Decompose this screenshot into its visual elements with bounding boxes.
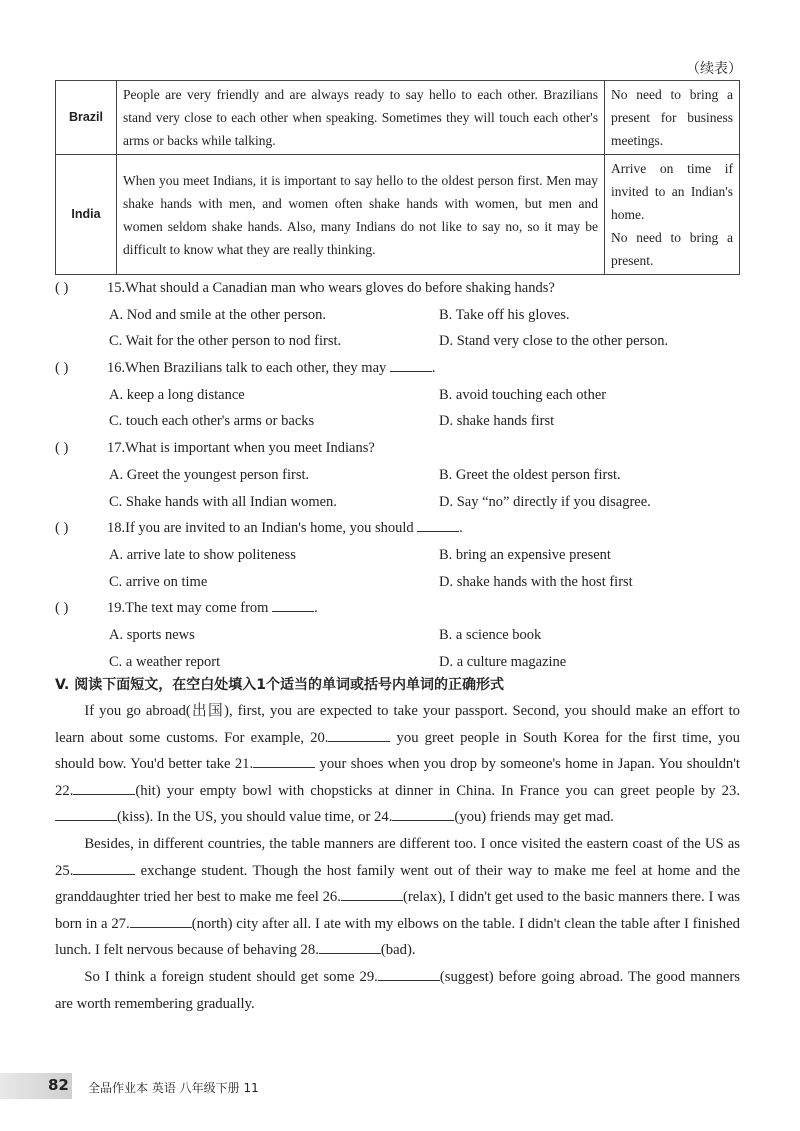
passage-text: If you go abroad(出国), first, you are expected to take your passport. Second, you should make an effort to learn about some customs. For example, 20. [55, 703, 740, 746]
question-text: What is important when you meet Indians? [125, 440, 375, 457]
fill-blank-21[interactable] [253, 751, 315, 768]
options-row [55, 489, 745, 516]
answer-bracket[interactable]: ( ) [55, 360, 69, 377]
tip-text: No need to bring a present for business meetings. [611, 87, 733, 148]
tips-cell [605, 155, 740, 275]
continuation-label: （续表） [686, 62, 742, 77]
passage-paragraph [55, 964, 740, 1017]
options-row [55, 382, 745, 409]
question-15 [55, 275, 745, 302]
option-a[interactable]: A. keep a long distance [109, 386, 245, 403]
option-a[interactable]: A. Nod and smile at the other person. [109, 306, 327, 323]
options-row [55, 328, 745, 355]
fill-blank-23[interactable] [55, 804, 117, 821]
description-cell: People are very friendly and are always ready to say hello to each other. Brazilians stand very close to each other when speaking. Sometimes they will touch each other's arms or backs while talking. [117, 81, 605, 155]
question-text-end: . [314, 600, 318, 617]
fill-blank-27[interactable] [130, 911, 192, 928]
tip-text: Arrive on time if invited to an Indian's home. [611, 161, 733, 222]
options-row [55, 462, 745, 489]
cloze-passage [55, 698, 740, 1017]
passage-text: you greet people in South Korea for the first time, you should bow. You'd better take 21. [55, 729, 740, 773]
fill-blank-24[interactable] [392, 804, 454, 821]
description-cell: When you meet Indians, it is important to say hello to the oldest person first. Men may shake hands with men, and women often shake hands with women, but men and women seldom shake hands. Also, many Indians do not like to say no, so it may be difficult to know what they are really thinking. [117, 155, 605, 275]
passage-text: (hit) your empty bowl with chopsticks at dinner in China. In France you can greet people by 23. [135, 782, 740, 799]
option-c[interactable]: C. arrive on time [109, 573, 208, 590]
fill-blank-22[interactable] [73, 778, 135, 795]
table-row [56, 155, 740, 275]
page-number: 82 [48, 1076, 69, 1094]
option-a[interactable]: A. arrive late to show politeness [109, 546, 296, 563]
answer-blank[interactable] [272, 595, 314, 612]
options-row [55, 408, 745, 435]
section-title: V. 阅读下面短文，在空白处填入1个适当的单词或括号内单词的正确形式 [55, 677, 504, 693]
question-text: What should a Canadian man who wears gloves do before shaking hands? [125, 280, 555, 296]
fill-blank-20[interactable] [328, 725, 390, 742]
question-number: 18. [107, 520, 126, 537]
answer-bracket[interactable]: ( ) [55, 600, 69, 617]
passage-text: exchange student. Though the host family went out of their way to make me feel at home and the granddaughter tried her best to make me feel 26. [55, 862, 740, 906]
answer-blank[interactable] [390, 355, 432, 372]
fill-blank-28[interactable] [319, 937, 381, 954]
passage-text: So I think a foreign student should get some 29. [84, 968, 378, 985]
book-title: 全品作业本 英语 八年级下册 11 [88, 1081, 259, 1095]
option-b[interactable]: B. avoid touching each other [439, 386, 607, 403]
tips-cell [605, 81, 740, 155]
passage-text: your shoes when you drop by someone's home in Japan. You shouldn't 22. [55, 756, 740, 799]
question-number: 17. [107, 440, 126, 457]
passage-paragraph [55, 698, 740, 831]
option-c[interactable]: C. Wait for the other person to nod first. [109, 333, 342, 350]
fill-blank-26[interactable] [341, 884, 403, 901]
question-text: When Brazilians talk to each other, they may [125, 360, 387, 377]
question-text: If you are invited to an Indian's home, you should [125, 520, 414, 537]
option-a[interactable]: A. Greet the youngest person first. [109, 466, 310, 483]
passage-text: (suggest) before going abroad. The good manners are worth remembering gradually. [55, 968, 740, 1012]
country-cell: India [56, 155, 117, 275]
option-d[interactable]: D. shake hands first [439, 413, 555, 430]
question-19 [55, 595, 745, 622]
answer-bracket[interactable]: ( ) [55, 520, 69, 537]
passage-text: (you) friends may get mad. [454, 809, 614, 826]
tip-text: No need to bring a present. [611, 230, 733, 268]
option-d[interactable]: D. shake hands with the host first [439, 573, 633, 590]
fill-blank-25[interactable] [73, 858, 135, 875]
option-b[interactable]: B. Take off his gloves. [439, 306, 570, 323]
option-d[interactable]: D. a culture magazine [439, 653, 567, 670]
country-cell: Brazil [56, 81, 117, 155]
question-text-end: . [431, 360, 436, 377]
table-row [56, 81, 740, 155]
passage-text: (relax), I didn't get used to the basic manners there. I was born in a 27. [55, 889, 741, 932]
passage-text: Besides, in different countries, the table manners are different too. I once visited the eastern coast of the US as 25. [55, 835, 740, 879]
options-row [55, 622, 745, 649]
option-c[interactable]: C. touch each other's arms or backs [109, 413, 315, 430]
options-row [55, 649, 745, 676]
options-row [55, 302, 745, 329]
answer-bracket[interactable]: ( ) [55, 440, 69, 457]
option-b[interactable]: B. a science book [439, 626, 542, 643]
option-a[interactable]: A. sports news [109, 626, 195, 643]
customs-table [55, 80, 740, 275]
option-b[interactable]: B. bring an expensive present [439, 546, 611, 563]
option-c[interactable]: C. a weather report [109, 653, 221, 670]
question-text-end: . [459, 520, 463, 537]
question-number: 16. [107, 360, 126, 377]
question-list [55, 275, 745, 675]
passage-paragraph [55, 831, 740, 964]
option-d[interactable]: D. Say “no” directly if you disagree. [439, 493, 651, 510]
answer-bracket[interactable]: ( ) [55, 280, 69, 296]
option-b[interactable]: B. Greet the oldest person first. [439, 466, 621, 483]
passage-text: (kiss). In the US, you should value time, or 24. [117, 809, 393, 826]
question-number: 15. [107, 280, 126, 296]
answer-blank[interactable] [417, 515, 459, 532]
page-footer [0, 1073, 800, 1099]
question-number: 19. [107, 600, 126, 617]
fill-blank-29[interactable] [378, 964, 440, 981]
options-row [55, 542, 745, 569]
option-d[interactable]: D. Stand very close to the other person. [439, 333, 669, 350]
options-row [55, 569, 745, 596]
question-18 [55, 515, 745, 542]
passage-text: (bad). [380, 942, 416, 959]
question-text: The text may come from [125, 600, 269, 617]
option-c[interactable]: C. Shake hands with all Indian women. [109, 493, 337, 510]
question-17 [55, 435, 745, 462]
passage-text: (north) city after all. I ate with my elbows on the table. I didn't clean the table after I finished lunch. I felt nervous because of behaving 28. [55, 915, 740, 959]
question-16 [55, 355, 745, 382]
